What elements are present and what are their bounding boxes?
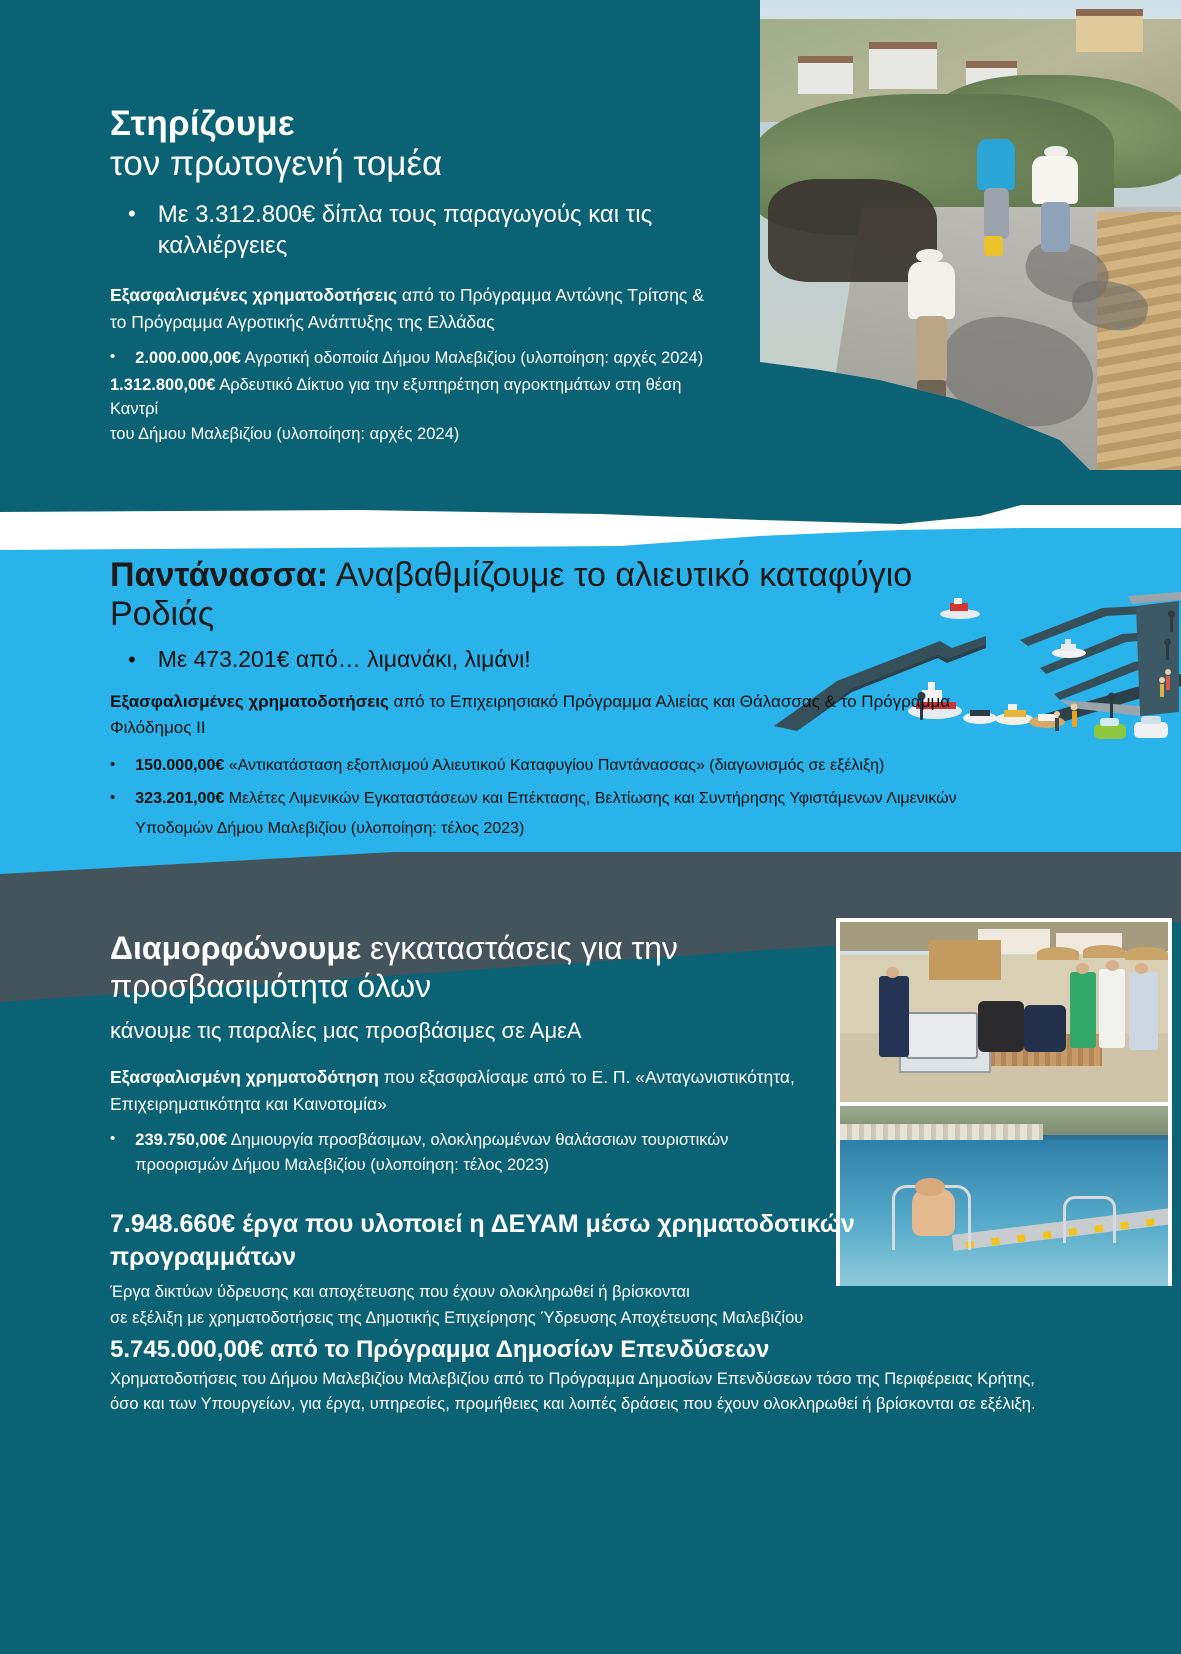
section3-title (110, 930, 810, 1006)
section-fishing-shelter-text (110, 556, 990, 847)
section4-note-line1: Έργα δικτύων ύδρευσης και αποχέτευσης που έχουν ολοκληρωθεί ή βρίσκονται (110, 1283, 690, 1301)
section-public-investment-program (110, 1334, 1060, 1417)
section2-title-light: Αναβαθμίζουμε το αλιευτικό καταφύγιο Ροδιάς (110, 556, 913, 634)
bullet-dot-icon: • (110, 347, 116, 365)
section1-flat-amount: 1.312.800,00€ (110, 375, 216, 394)
section3-title-light: εγκαταστάσεις για την προσβασιμότητα όλων (110, 930, 678, 1004)
section2-lead-bullet (128, 645, 990, 675)
bullet-dot-icon: • (110, 756, 116, 774)
section1-funding-label: Εξασφαλισμένες χρηματοδοτήσεις (110, 284, 398, 305)
section2-funding-rest: από το Επιχειρησιακό Πρόγραμμα Αλιείας και Θάλασσας & το Πρόγραμμα Φιλόδημος ΙΙ (110, 691, 951, 738)
section1-flat-text: Αρδευτικό Δίκτυο για την εξυπηρέτηση αγροκτημάτων στη θέση Καντρί (110, 375, 682, 419)
section-primary-sector-text (110, 104, 710, 447)
section2-title-bold: Παντάνασσα: (110, 556, 329, 594)
section2-item1-text: Μελέτες Λιμενικών Εγκαταστάσεων και Επέκτασης, Βελτίωσης και Συντήρησης Υφιστάμενων Λιμενικών Υποδομών Δήμου Μαλεβιζίου (υλοποίηση: τέλος 2023) (135, 789, 957, 838)
section1-lead-bullet-text: Με 3.312.800€ δίπλα τους παραγωγούς και τις καλλιέργειες (157, 201, 653, 260)
section-accessibility-text (110, 930, 810, 1179)
section-deyam (110, 1208, 910, 1331)
section2-item1-amount: 323.201,00€ (135, 789, 225, 807)
section2-funding-label: Εξασφαλισμένες χρηματοδοτήσεις (110, 691, 389, 711)
section3-funding-paragraph (110, 1064, 810, 1118)
list-item (110, 751, 990, 781)
section1-item0-text: Αγροτική οδοποιία Δήμου Μαλεβιζίου (υλοποίηση: αρχές 2024) (240, 348, 704, 367)
section2-funding-paragraph (110, 689, 990, 742)
section2-lead-bullet-text: Με 473.201€ από… λιμανάκι, λιμάνι! (157, 645, 531, 672)
section2-item0-amount: 150.000,00€ (135, 757, 225, 775)
section2-item0-text: «Αντικατάσταση εξοπλισμού Αλιευτικού Καταφυγίου Παντάνασσας» (διαγωνισμός σε εξέλιξη) (224, 757, 885, 775)
list-item (110, 346, 710, 371)
section4-note-line2: σε εξέλιξη με χρηματοδοτήσεις της Δημοτικής Επιχείρησης Ύδρευσης Αποχέτευσης Μαλεβιζίου (110, 1308, 804, 1327)
section1-flat-line-1 (110, 373, 710, 423)
section1-project-list (110, 346, 710, 371)
section5-heading: 5.745.000,00€ από το Πρόγραμμα Δημοσίων Επενδύσεων (110, 1336, 770, 1363)
section1-funding-rest: από το Πρόγραμμα Αντώνης Τρίτσης & το Πρόγραμμα Αγροτικής Ανάπτυξης της Ελλάδας (110, 284, 704, 332)
section1-title-bold: Στηρίζουμε (110, 104, 295, 143)
section2-title (110, 556, 990, 635)
bullet-dot-icon: • (128, 646, 136, 672)
section3-subhead: κάνουμε τις παραλίες μας προσβάσιμες σε ΑμεΑ (110, 1017, 582, 1043)
section3-item0-amount: 239.750,00€ (135, 1130, 228, 1149)
section1-funding-paragraph (110, 282, 710, 336)
section3-title-bold: Διαμορφώνουμε (110, 930, 362, 966)
section1-item0-amount: 2.000.000,00€ (135, 348, 241, 367)
section4-heading: 7.948.660€ έργα που υλοποιεί η ΔΕΥΑΜ μέσω χρηματοδοτικών προγραμμάτων (110, 1210, 855, 1271)
section2-project-list (110, 751, 990, 844)
section1-title-light: τον πρωτογενή τομέα (110, 144, 443, 184)
list-item (110, 1128, 810, 1178)
section3-funding-rest: που εξασφαλίσαμε από το Ε. Π. «Ανταγωνιστικότητα, Επιχειρηματικότητα και Καινοτομία» (110, 1066, 795, 1114)
section1-lead-bullet (128, 199, 710, 261)
section5-note: Χρηματοδοτήσεις του Δήμου Μαλεβιζίου Μαλεβιζίου από το Πρόγραμμα Δημοσίων Επενδύσεων τόσο της Περιφέρειας Κρήτης, όσο και των Υπουργείων, για έργα, υπηρεσίες, προμήθειες και λοιπές δράσεις που έχουν ολοκληρωθεί ή βρίσκονται σε εξέλιξη. (110, 1370, 1036, 1414)
bullet-dot-icon: • (128, 201, 136, 227)
bullet-dot-icon: • (110, 788, 116, 806)
list-item (110, 784, 990, 845)
bullet-dot-icon: • (110, 1129, 116, 1147)
section3-funding-label: Εξασφαλισμένη χρηματοδότηση (110, 1066, 379, 1087)
photo-accessible-beach-ramp-group (840, 922, 1168, 1102)
section1-flat-line-2: του Δήμου Μαλεβιζίου (υλοποίηση: αρχές 2024) (110, 425, 460, 444)
section3-item0-text: Δημιουργία προσβάσιμων, ολοκληρωμένων θαλάσσιων τουριστικών προορισμών Δήμου Μαλεβιζίου (υλοποίηση: τέλος 2023) (135, 1130, 729, 1174)
section3-project-list (110, 1128, 810, 1178)
